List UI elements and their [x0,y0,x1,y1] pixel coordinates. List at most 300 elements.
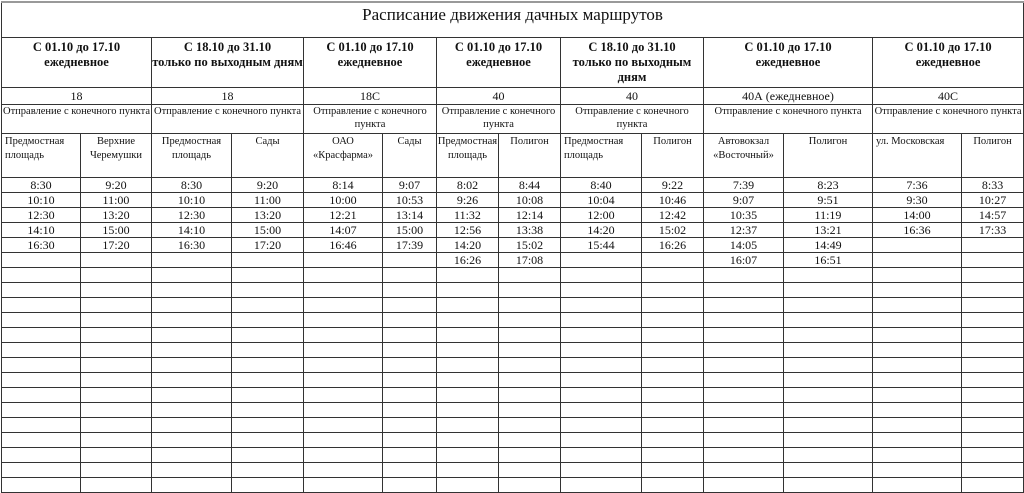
time-cell [873,268,962,283]
time-cell: 12:37 [704,223,784,238]
time-cell [962,463,1024,478]
time-cell [304,283,383,298]
time-cell [383,268,437,283]
time-cell [437,328,499,343]
time-cell: 12:56 [437,223,499,238]
time-cell: 15:02 [499,238,561,253]
time-cell [642,313,704,328]
time-cell [232,373,304,388]
time-cell [962,433,1024,448]
time-cell: 16:26 [437,253,499,268]
time-cell [152,298,232,313]
time-cell [704,448,784,463]
group-header [2,38,152,88]
time-cell [2,343,81,358]
time-cell: 14:20 [561,223,642,238]
time-cell [784,403,873,418]
time-cell [81,298,152,313]
time-cell [642,283,704,298]
time-cell: 9:07 [383,178,437,193]
time-cell [704,478,784,493]
time-cell [437,418,499,433]
time-cell [561,358,642,373]
time-cell: 8:30 [2,178,81,193]
time-cell [383,463,437,478]
time-cell [81,283,152,298]
time-cell [704,283,784,298]
time-cell [2,283,81,298]
time-cell [642,433,704,448]
time-cell [304,313,383,328]
time-cell [561,373,642,388]
station-name: Предмостная площадь [152,134,232,178]
time-cell [232,448,304,463]
time-cell [784,463,873,478]
time-cell [2,418,81,433]
empty-row [2,343,1024,358]
route-number: 40С [873,88,1024,105]
time-cell [561,253,642,268]
time-cell [499,433,561,448]
time-cell: 14:49 [784,238,873,253]
time-cell [784,433,873,448]
time-cell [2,328,81,343]
table-row [2,208,1024,223]
time-cell [383,283,437,298]
time-cell [704,388,784,403]
time-cell [873,478,962,493]
time-cell [437,268,499,283]
time-cell [304,328,383,343]
table-row [2,238,1024,253]
time-cell [499,418,561,433]
period-label: С 18.10 до 31.10 [183,40,272,54]
empty-row [2,313,1024,328]
empty-row [2,418,1024,433]
time-cell [784,343,873,358]
time-cell [962,373,1024,388]
time-cell [383,403,437,418]
time-cell: 15:00 [383,223,437,238]
time-cell: 11:32 [437,208,499,223]
station-name: Верхние Черемушки [81,134,152,178]
time-cell: 9:20 [81,178,152,193]
time-cell [561,388,642,403]
time-cell [152,388,232,403]
mode-label: ежедневное [915,55,981,69]
time-cell [873,448,962,463]
time-cell: 9:26 [437,193,499,208]
time-cell [383,328,437,343]
time-cell [642,328,704,343]
time-cell [962,403,1024,418]
time-cell [81,343,152,358]
time-cell [383,298,437,313]
time-cell [784,388,873,403]
time-cell [704,373,784,388]
time-cell: 10:53 [383,193,437,208]
time-cell: 13:38 [499,223,561,238]
time-cell: 10:46 [642,193,704,208]
period-label: С 01.10 до 17.10 [904,40,992,54]
time-cell [873,253,962,268]
time-cell [784,298,873,313]
period-label: С 18.10 до 31.10 [588,40,676,54]
time-cell [437,403,499,418]
time-cell [232,433,304,448]
time-cell [642,448,704,463]
time-cell [437,373,499,388]
time-cell: 17:20 [81,238,152,253]
time-cell [499,313,561,328]
time-cell [437,448,499,463]
empty-row [2,283,1024,298]
time-cell: 12:30 [152,208,232,223]
time-cell: 15:00 [232,223,304,238]
time-cell [81,448,152,463]
time-cell [561,298,642,313]
time-cell [304,463,383,478]
time-cell: 17:08 [499,253,561,268]
time-cell: 12:21 [304,208,383,223]
time-cell [784,373,873,388]
schedule-table [1,1,1024,493]
title-text: Расписание движения дачных маршрутов [362,5,663,24]
time-cell [962,283,1024,298]
time-cell [152,313,232,328]
station-name: Предмостная площадь [437,134,499,178]
time-cell [304,253,383,268]
time-cell: 12:30 [2,208,81,223]
table-row [2,253,1024,268]
time-cell [642,403,704,418]
time-cell: 11:00 [81,193,152,208]
time-cell [704,328,784,343]
empty-row [2,448,1024,463]
time-cell [2,298,81,313]
time-cell [561,403,642,418]
time-cell [499,388,561,403]
time-cell [704,433,784,448]
time-cell [81,373,152,388]
station-name: Автовокзал «Восточный» [704,134,784,178]
mode-label: ежедневное [337,55,403,69]
time-cell [642,268,704,283]
time-cell: 11:00 [232,193,304,208]
time-cell [962,253,1024,268]
time-cell [81,433,152,448]
station-name: Полигон [642,134,704,178]
station-name: Предмостная площадь [2,134,81,178]
time-cell [437,313,499,328]
time-cell [642,253,704,268]
time-cell: 14:05 [704,238,784,253]
time-cell [437,463,499,478]
time-cell [561,313,642,328]
time-cell [81,418,152,433]
time-cell: 9:07 [704,193,784,208]
time-cell: 14:07 [304,223,383,238]
time-cell [81,478,152,493]
time-cell [561,463,642,478]
time-cell [304,358,383,373]
station-name: Полигон [784,134,873,178]
time-cell [2,373,81,388]
time-cell [784,448,873,463]
time-cell [873,328,962,343]
time-cell [81,403,152,418]
time-cell [232,478,304,493]
time-cell [962,448,1024,463]
time-cell [873,238,962,253]
time-cell [962,328,1024,343]
time-cell [561,328,642,343]
time-cell: 8:40 [561,178,642,193]
time-cell [152,478,232,493]
time-cell [642,343,704,358]
time-cell [152,358,232,373]
station-name: Полигон [962,134,1024,178]
time-cell [873,313,962,328]
table-row [2,178,1024,193]
station-name: Предмостная площадь [561,134,642,178]
time-cell [437,343,499,358]
time-cell: 10:04 [561,193,642,208]
time-cell [383,388,437,403]
time-cell [304,343,383,358]
time-cell: 8:33 [962,178,1024,193]
time-cell: 17:39 [383,238,437,253]
time-cell [962,268,1024,283]
time-cell [784,283,873,298]
time-cell: 8:14 [304,178,383,193]
time-cell [642,373,704,388]
time-cell: 13:14 [383,208,437,223]
time-cell: 15:02 [642,223,704,238]
time-cell [232,463,304,478]
group-header [152,38,304,88]
time-cell [304,433,383,448]
time-cell [499,358,561,373]
time-cell [499,268,561,283]
time-cell [232,283,304,298]
time-cell [152,373,232,388]
time-cell: 7:36 [873,178,962,193]
time-cell [642,298,704,313]
time-cell [642,463,704,478]
time-cell [499,343,561,358]
time-cell [81,253,152,268]
time-cell [81,388,152,403]
time-cell: 17:33 [962,223,1024,238]
time-cell [304,373,383,388]
departure-label: Отправление с конечного пункта [437,105,561,134]
mode-label: только по выходным дням [572,55,692,84]
time-cell [2,448,81,463]
time-cell: 13:20 [232,208,304,223]
time-cell [304,268,383,283]
departure-label: Отправление с конечного пункта [873,105,1024,134]
time-cell [962,418,1024,433]
time-cell: 16:30 [152,238,232,253]
route-number: 18С [304,88,437,105]
time-cell [784,268,873,283]
period-header-row [2,38,1024,88]
time-cell [704,298,784,313]
group-header [873,38,1024,88]
empty-row [2,358,1024,373]
page-title [2,2,1024,38]
time-cell [561,478,642,493]
time-cell: 16:30 [2,238,81,253]
time-cell [81,358,152,373]
time-cell [232,298,304,313]
route-number: 40 [437,88,561,105]
time-cell [2,388,81,403]
time-cell: 10:10 [152,193,232,208]
time-cell [2,463,81,478]
time-cell [704,463,784,478]
time-cell: 8:23 [784,178,873,193]
time-cell [784,328,873,343]
time-cell: 10:08 [499,193,561,208]
time-cell [152,433,232,448]
route-number: 40 [561,88,704,105]
empty-row [2,403,1024,418]
time-cell [642,418,704,433]
empty-row [2,328,1024,343]
time-cell: 10:10 [2,193,81,208]
empty-row [2,298,1024,313]
time-cell [81,313,152,328]
time-cell [873,388,962,403]
time-cell: 14:57 [962,208,1024,223]
mode-label: ежедневное [466,55,531,69]
empty-row [2,463,1024,478]
time-cell [499,328,561,343]
time-cell [232,253,304,268]
empty-row [2,433,1024,448]
time-cell [2,403,81,418]
time-cell [499,448,561,463]
time-cell: 17:20 [232,238,304,253]
time-cell [2,358,81,373]
time-cell [152,343,232,358]
time-cell: 12:00 [561,208,642,223]
time-cell [383,358,437,373]
time-cell [304,298,383,313]
time-cell [232,403,304,418]
time-cell [2,433,81,448]
station-name: Полигон [499,134,561,178]
time-cell: 10:00 [304,193,383,208]
time-cell: 14:10 [2,223,81,238]
time-cell: 16:51 [784,253,873,268]
period-label: С 01.10 до 17.10 [32,40,121,54]
group-header [561,38,704,88]
time-cell [561,433,642,448]
time-cell [304,418,383,433]
mode-label: только по выходным дням [152,55,303,69]
time-cell [383,373,437,388]
time-cell [561,418,642,433]
time-cell [437,478,499,493]
time-cell [499,373,561,388]
time-cell [784,418,873,433]
time-cell: 8:02 [437,178,499,193]
time-cell [232,343,304,358]
time-cell [81,328,152,343]
time-cell [232,418,304,433]
time-cell [642,358,704,373]
time-cell [642,388,704,403]
time-cell [962,358,1024,373]
time-cell [873,433,962,448]
time-cell: 15:00 [81,223,152,238]
route-row [2,88,1024,105]
group-header [704,38,873,88]
time-cell [561,343,642,358]
route-number: 18 [152,88,304,105]
time-cell: 11:19 [784,208,873,223]
time-cell: 16:26 [642,238,704,253]
departure-label: Отправление с конечного пункта [304,105,437,134]
empty-row [2,478,1024,493]
time-cell: 16:07 [704,253,784,268]
time-cell: 12:14 [499,208,561,223]
time-cell: 15:44 [561,238,642,253]
time-cell [784,358,873,373]
time-cell [873,418,962,433]
time-cell [873,463,962,478]
route-number: 40А (ежедневное) [704,88,873,105]
time-cell [962,478,1024,493]
station-name: Сады [383,134,437,178]
time-cell [561,448,642,463]
time-cell: 9:30 [873,193,962,208]
time-cell [304,448,383,463]
time-cell: 13:20 [81,208,152,223]
mode-label: ежедневное [44,55,109,69]
time-cell [873,403,962,418]
time-cell: 10:27 [962,193,1024,208]
time-cell [304,403,383,418]
time-cell [383,313,437,328]
time-cell [561,283,642,298]
time-cell [704,418,784,433]
time-cell [304,388,383,403]
time-cell [962,313,1024,328]
time-cell: 16:36 [873,223,962,238]
time-cell [232,358,304,373]
time-cell [152,403,232,418]
time-cell [704,343,784,358]
period-label: С 01.10 до 17.10 [326,40,414,54]
group-header [437,38,561,88]
empty-row [2,373,1024,388]
station-row [2,134,1024,178]
time-cell [232,328,304,343]
departure-label: Отправление с конечного пункта [561,105,704,134]
time-cell [437,283,499,298]
time-cell [437,433,499,448]
time-cell [383,433,437,448]
time-cell [232,388,304,403]
departure-label: Отправление с конечного пункта [704,105,873,134]
time-cell [784,313,873,328]
time-cell: 8:30 [152,178,232,193]
time-cell [2,268,81,283]
